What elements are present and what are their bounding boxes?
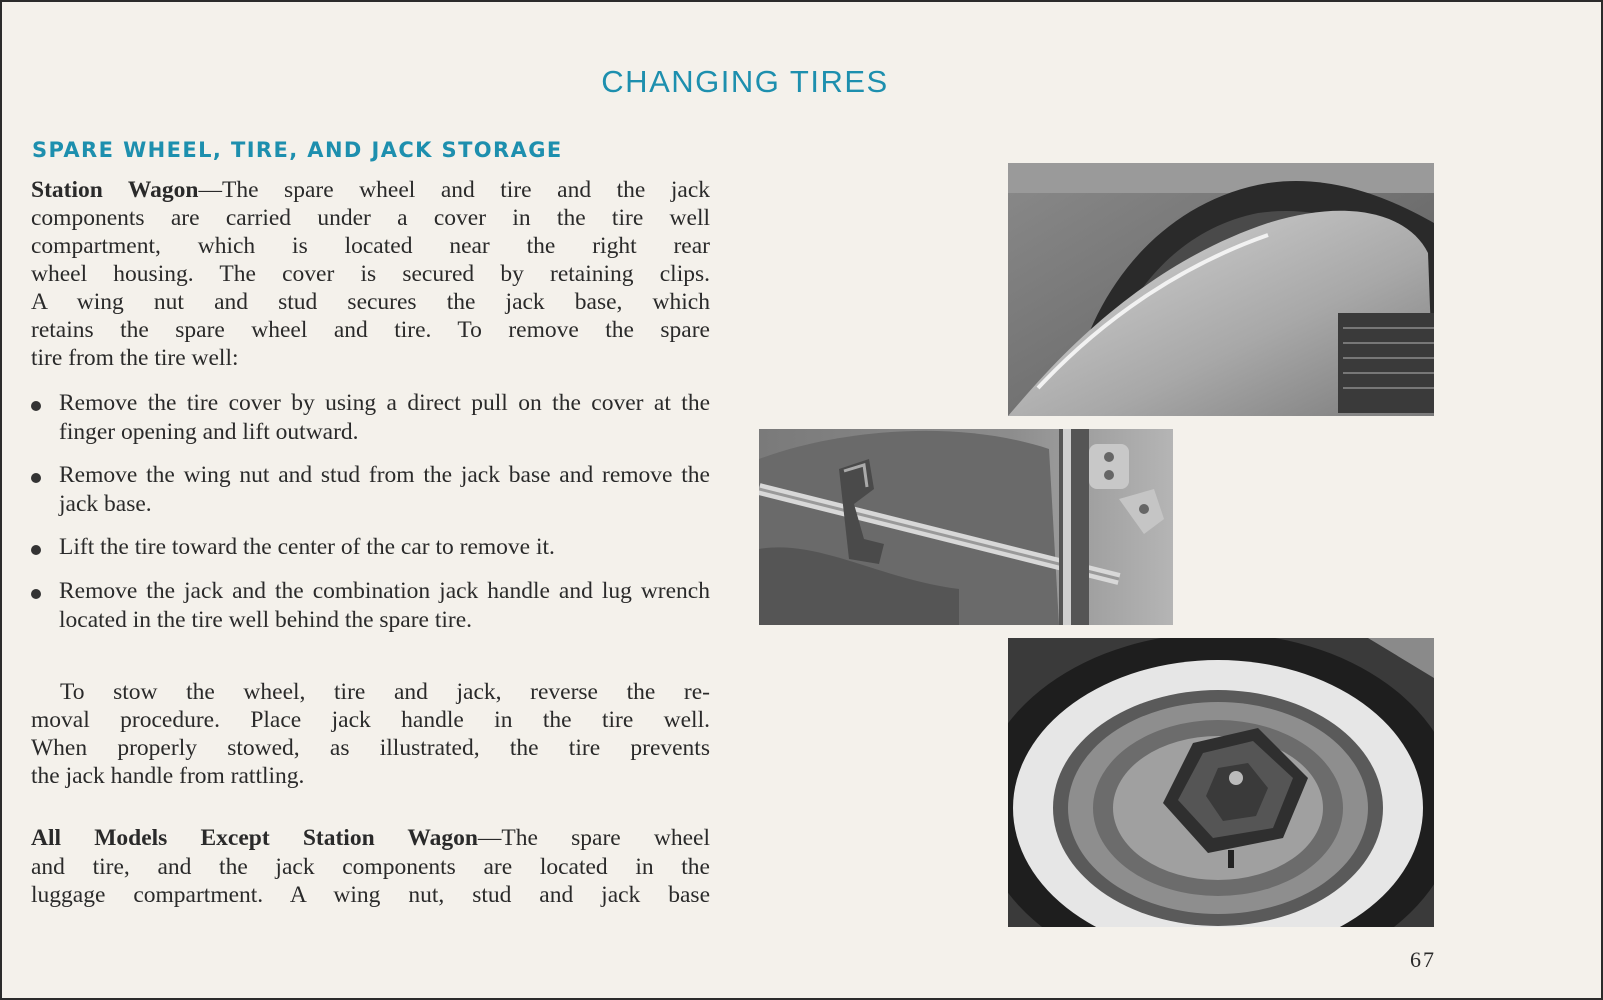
paragraph-line: To stow the wheel, tire and jack, reverse the re- [60,679,710,705]
list-item [31,461,710,518]
bullet-icon [31,401,41,411]
paragraph-line: and tire, and the jack components are located in the [31,854,710,880]
paragraph-line: compartment, which is located near the right rear [31,233,710,259]
bullet-icon [31,545,41,555]
list-item-text: Remove the wing nut and stud from the jack base and remove the jack base. [59,462,710,517]
tire-cover-photo [1008,163,1434,416]
list-item [31,577,710,634]
list-item-text: Lift the tire toward the center of the car to remove it. [59,534,555,560]
all-models-lead: All Models Except Station Wagon [31,825,478,851]
paragraph-line: When properly stowed, as illustrated, the tire prevents [31,735,710,761]
paragraph-line [31,824,710,853]
jack-handle-clip-photo [759,429,1173,625]
section-heading: SPARE WHEEL, TIRE, AND JACK STORAGE [32,138,563,162]
bullet-icon [31,473,41,483]
line-text: —The spare wheel [477,825,710,851]
list-item [31,533,710,562]
list-item [31,389,710,446]
paragraph-line [31,176,710,205]
paragraph-line: the jack handle from rattling. [31,763,305,789]
paragraph-line: retains the spare wheel and tire. To remove the spare [31,317,710,343]
paragraph-line: A wing nut and stud secures the jack base, which [31,289,710,315]
station-wagon-lead: Station Wagon [31,177,199,203]
page-number: 67 [1410,947,1436,972]
page-title: CHANGING TIRES [601,64,889,99]
spare-tire-jack-base-photo [1008,638,1434,927]
list-item-text: Remove the jack and the combination jack handle and lug wrench located in the tire well behind the spare tire. [59,578,710,633]
paragraph-line: components are carried under a cover in the tire well [31,205,710,231]
bullet-icon [31,589,41,599]
paragraph-line: luggage compartment. A wing nut, stud and jack base [31,882,710,908]
list-item-text: Remove the tire cover by using a direct pull on the cover at the finger opening and lift outward. [59,390,710,445]
paragraph-line: moval procedure. Place jack handle in the tire well. [31,707,710,733]
line-text: —The spare wheel and tire and the jack [198,177,710,203]
paragraph-line: wheel housing. The cover is secured by retaining clips. [31,261,710,287]
paragraph-line: tire from the tire well: [31,345,239,371]
